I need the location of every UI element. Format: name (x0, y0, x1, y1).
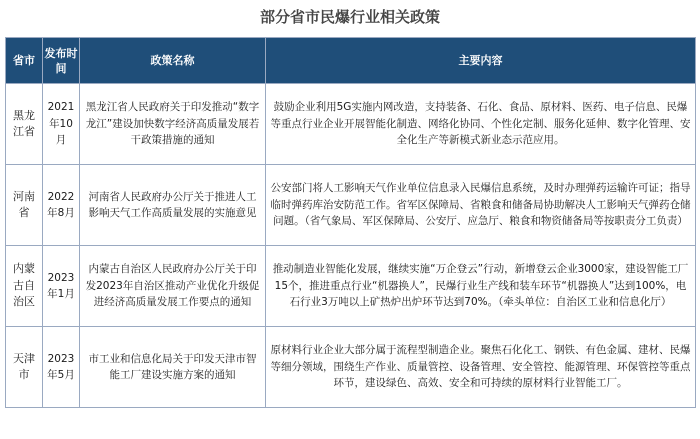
cell-date: 2021年10月 (43, 84, 80, 165)
cell-date: 2023年5月 (43, 327, 80, 408)
cell-policy: 黑龙江省人民政府关于印发推动“数字龙江”建设加快数字经济高质量发展若干政策措施的通知 (80, 84, 266, 165)
page-title: 部分省市民爆行业相关政策 (259, 8, 440, 26)
header-province: 省市 (6, 38, 43, 84)
cell-province: 河南省 (6, 165, 43, 246)
cell-province: 内蒙古自治区 (6, 246, 43, 327)
header-date: 发布时间 (43, 38, 80, 84)
cell-content: 公安部门将人工影响天气作业单位信息录入民爆信息系统，及时办理弹药运输许可证；指导临时弹药库治安防范工作。省军区保障局、省粮食和储备局协助解决人工影响天气弹药仓储问题。（省气象局、军区保障局、公安厅、应急厅、粮食和物资储备局等按职责分工负责） (266, 165, 696, 246)
table-row (6, 165, 696, 246)
policy-table (5, 37, 696, 408)
header-policy: 政策名称 (80, 38, 266, 84)
table-row (6, 327, 696, 408)
cell-policy: 河南省人民政府办公厅关于推进人工影响天气工作高质量发展的实施意见 (80, 165, 266, 246)
cell-content: 原材料行业企业大部分属于流程型制造企业。聚焦石化化工、钢铁、有色金属、建材、民爆等细分领域，围绕生产作业、质量管控、设备管理、安全管控、能源管理、环保管控等重点环节，建设绿色、高效、安全和可持续的原材料行业智能工厂。 (266, 327, 696, 408)
cell-province: 黑龙江省 (6, 84, 43, 165)
cell-content: 鼓励企业利用5G实施内网改造，支持装备、石化、食品、原材料、医药、电子信息、民爆等重点行业企业开展智能化制造、网络化协同、个性化定制、服务化延伸、数字化管理、安全化生产等新模式新业态示范应用。 (266, 84, 696, 165)
cell-content: 推动制造业智能化发展，继续实施“万企登云”行动，新增登云企业3000家，建设智能工厂15个，推进重点行业“机器换人”，民爆行业生产线和装车环节“机器换人”达到100%，电石行业3万吨以上矿热炉出炉环节达到70%。（牵头单位：自治区工业和信息化厅） (266, 246, 696, 327)
table-row (6, 84, 696, 165)
cell-date: 2023年1月 (43, 246, 80, 327)
cell-policy: 市工业和信息化局关于印发天津市智能工厂建设实施方案的通知 (80, 327, 266, 408)
table-header-row (6, 38, 696, 84)
cell-province: 天津市 (6, 327, 43, 408)
cell-policy: 内蒙古自治区人民政府办公厅关于印发2023年自治区推动产业优化升级促进经济高质量发展工作要点的通知 (80, 246, 266, 327)
table-row (6, 246, 696, 327)
header-content: 主要内容 (266, 38, 696, 84)
cell-date: 2022年8月 (43, 165, 80, 246)
